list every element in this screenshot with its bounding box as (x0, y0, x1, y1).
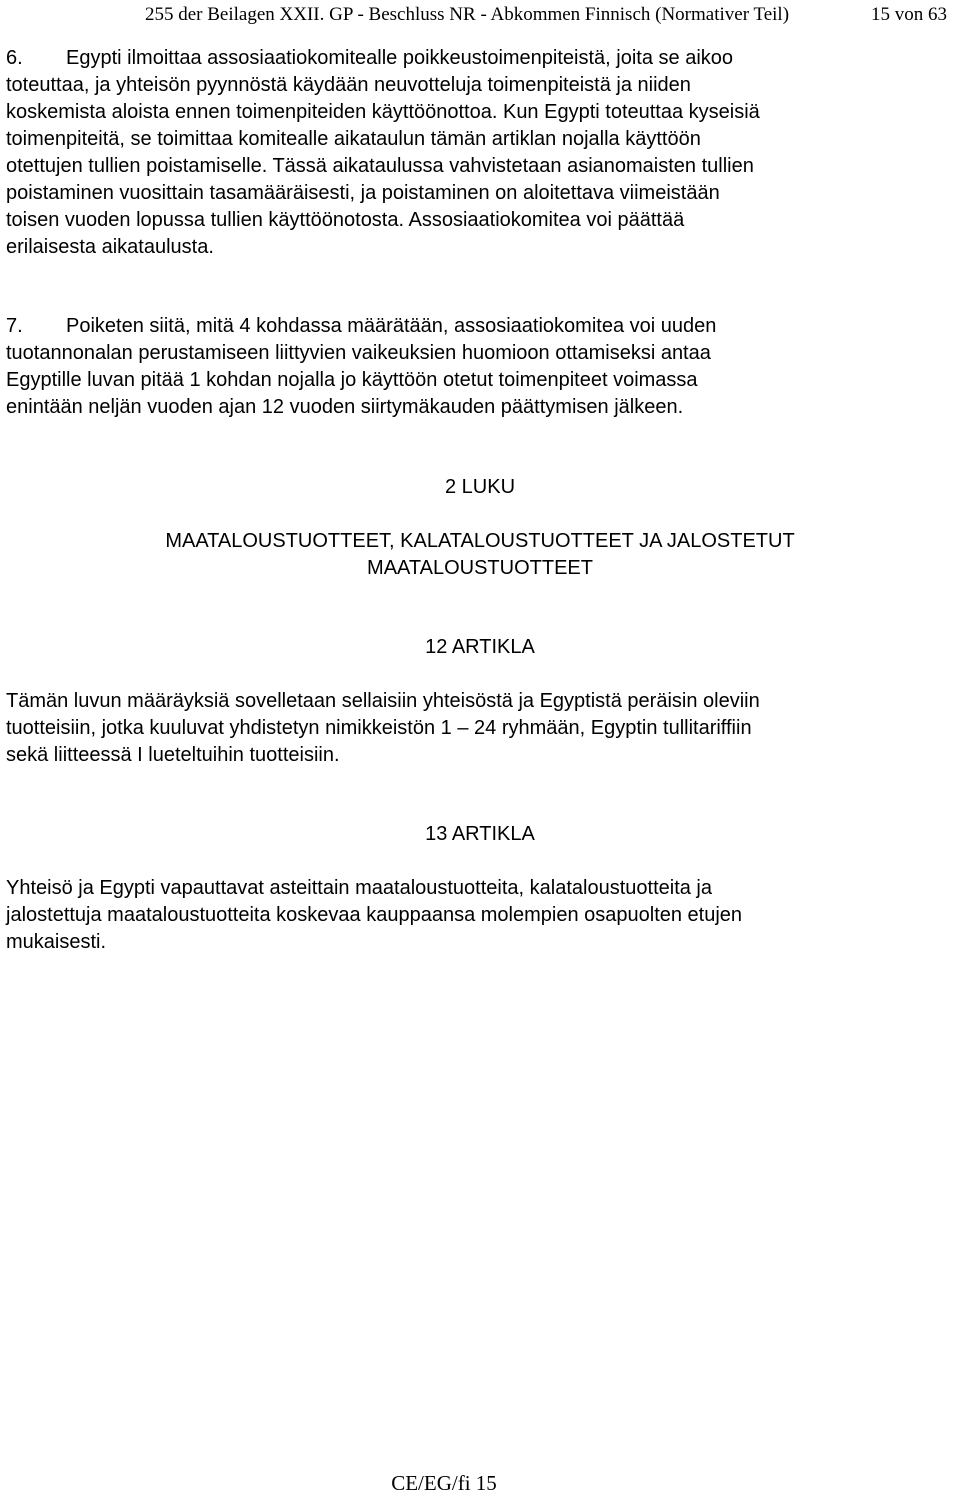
paragraph-line: 6. Egypti ilmoittaa assosiaatiokomitealle poikkeustoimenpiteistä, joita se aikoo (6, 45, 906, 72)
article-12-text (6, 688, 906, 769)
page-footer-reference: CE/EG/fi 15 (391, 1471, 497, 1495)
chapter-title-line: MAATALOUSTUOTTEET (367, 557, 593, 579)
paragraph-line: otettujen tullien poistamiselle. Tässä aikataulussa vahvistetaan asianomaisten tullien (6, 155, 754, 177)
paragraph-line: Tämän luvun määräyksiä sovelletaan sellaisiin yhteisöstä ja Egyptistä peräisin oleviin (6, 690, 760, 712)
paragraph-line: toisen vuoden lopussa tullien käyttöönotosta. Assosiaatiokomitea voi päättää (6, 209, 685, 231)
paragraph-number: 6. (6, 47, 23, 69)
paragraph-line: enintään neljän vuoden ajan 12 vuoden siirtymäkauden päättymisen jälkeen. (6, 396, 684, 418)
paragraph-number: 7. (6, 315, 23, 337)
article-13-heading: 13 ARTIKLA (425, 823, 535, 845)
paragraph-line: Egyptille luvan pitää 1 kohdan nojalla jo käyttöön otetut toimenpiteet voimassa (6, 369, 698, 391)
page-header (145, 0, 960, 30)
chapter-number: 2 LUKU (444, 476, 516, 498)
paragraph-line: Yhteisö ja Egypti vapauttavat asteittain maataloustuotteita, kalataloustuotteita ja (6, 877, 712, 899)
paragraph-line: erilaisesta aikataulusta. (6, 236, 214, 258)
header-document-title: 255 der Beilagen XXII. GP - Beschluss NR - Abkommen Finnisch (Normativer Teil) (145, 4, 790, 25)
chapter-title-line: MAATALOUSTUOTTEET, KALATALOUSTUOTTEET JA JALOSTETUT (165, 530, 795, 552)
paragraph-line: 7. Poiketen siitä, mitä 4 kohdassa määrätään, assosiaatiokomitea voi uuden (6, 313, 906, 340)
paragraph-line: jalostettuja maataloustuotteita koskevaa kauppaansa molempien osapuolten etujen (6, 904, 743, 926)
paragraph-6 (6, 45, 906, 261)
article-13-text (6, 875, 906, 956)
paragraph-line: toimenpiteitä, se toimittaa komitealle aikataulun tämän artiklan nojalla käyttöön (6, 128, 701, 150)
article-12-heading: 12 ARTIKLA (425, 636, 535, 658)
header-page-count: 15 von 63 (871, 4, 947, 25)
paragraph-line: koskemista aloista ennen toimenpiteiden käyttöönottoa. Kun Egypti toteuttaa kyseisiä (6, 101, 760, 123)
paragraph-line: poistaminen vuosittain tasamääräisesti, ja poistaminen on aloitettava viimeistään (6, 182, 720, 204)
paragraph-line: sekä liitteessä I lueteltuihin tuotteisiin. (6, 744, 340, 766)
paragraph-line: mukaisesti. (6, 931, 107, 953)
paragraph-line: tuotteisiin, jotka kuuluvat yhdistetyn nimikkeistön 1 – 24 ryhmään, Egyptin tullitariffiin (6, 717, 752, 739)
paragraph-7 (6, 313, 906, 421)
paragraph-line: tuotannonalan perustamiseen liittyvien vaikeuksien huomioon ottamiseksi antaa (6, 342, 711, 364)
chapter-title (0, 528, 960, 582)
paragraph-line: toteuttaa, ja yhteisön pyynnöstä käydään neuvotteluja toimenpiteistä ja niiden (6, 74, 691, 96)
